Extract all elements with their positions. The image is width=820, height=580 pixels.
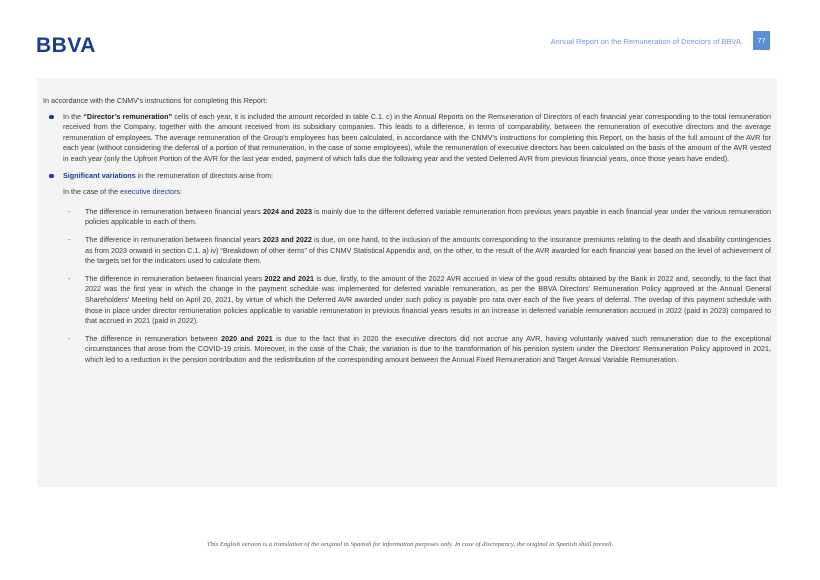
executive-directors-intro: [43, 187, 771, 198]
item-pre: The difference in remuneration between financial years: [85, 273, 265, 283]
bbva-logo: BBVA: [36, 34, 96, 57]
dash-item-2023-2022: [43, 235, 771, 267]
dash-item-2022-2021: [43, 274, 771, 327]
item-pre: The difference in remuneration between financial years: [85, 206, 263, 216]
bullet-significant-variations: [43, 171, 771, 182]
item-pre: The difference in remuneration between financial years: [85, 234, 263, 244]
item-text: is due to the fact that in 2020 the executive directors did not accrue any AVR, having voluntarily waived such remuneration due to the exceptional circumstances that arose from the COVID-19 crisis. Moreover, in the case of the Chair, the variation is due to the transformation of his pension system under the Directors' Remuneration Policy approved in 2021, which led to a reduction in the pension contribution and the redistribution of the corresponding amount between the Annual Fixed Remuneration and Target Annual Variable Remuneration.: [85, 333, 771, 364]
intro-text: In accordance with the CNMV's instructions for completing this Report:: [43, 96, 268, 105]
bullet2-text: in the remuneration of directors arise from:: [135, 170, 274, 180]
content-panel: [37, 78, 777, 487]
report-title: Annual Report on the Remuneration of Directors of BBVA: [550, 37, 741, 46]
dash-marker: -: [68, 234, 71, 244]
bullet1-pre: In the: [63, 111, 84, 121]
dash-item-2020-2021: [43, 334, 771, 366]
item-text: is due, on one hand, to the inclusion of the amounts corresponding to the insurance premiums relating to the death and disability contingencies as from 2023 onward in section C.1. a) iv) “Breakdown of other items” of this CNMV Statistical Appendix and, on the other, to the result of the AVR awarded for each financial year based on the level of achievement of the targets set for the indicators used to calculate them.: [85, 234, 771, 266]
item-pre: The difference in remuneration between: [85, 333, 222, 343]
item-bold: 2023 and 2022: [262, 234, 312, 244]
subintro-pre: In the case of the: [63, 187, 121, 197]
bullet-director-remuneration: [43, 112, 771, 165]
dash-item-2024-2023: [43, 207, 771, 228]
dash-marker: -: [68, 206, 71, 216]
item-text: is mainly due to the different deferred variable remuneration from previous years payable in each financial year under the various remuneration policies applicable to each of them.: [85, 206, 771, 227]
bullet1-bold: “Director’s remuneration”: [83, 111, 173, 121]
bullet-dot-icon: [49, 174, 54, 179]
dash-marker: -: [68, 333, 71, 343]
bullet1-text: cells of each year, it is included the amount recorded in table C.1. c) in the Annual Reports on the Remuneration of Directors of each financial year corresponding to the total remuneration received from the Company, together with the amount received from its subsidiary companies. This leads to a difference, in terms of comparability, between the remuneration of executive directors and the average remuneration of employees. The average remuneration of the Group's employees has been calculated, in accordance with the CNMV's instructions for completing this Report, on the basis of the full amount of the AVR for each year (without considering the deferral of a portion of that remuneration, in the case of some employees), while the remuneration of executive directors has been calculated on the basis of the amount of the AVR vested in each year (only the Upfront Portion of the AVR for the last year ended, payment of which falls due the following year and the vested Deferred AVR from previous financial years, once those years have ended).: [63, 111, 772, 163]
subintro-post: :: [180, 187, 183, 197]
item-bold: 2022 and 2021: [264, 273, 314, 283]
item-bold: 2020 and 2021: [221, 333, 273, 343]
page-number-badge: 77: [753, 31, 770, 50]
item-bold: 2024 and 2023: [262, 206, 313, 216]
dash-marker: -: [68, 273, 71, 283]
subintro-highlight: executive directors: [120, 187, 181, 197]
footer-disclaimer: This English version is a translation of the original in Spanish for information purposes only. In case of discrepancy, the original in Spanish shall prevail.: [206, 541, 614, 548]
bullet-dot-icon: [49, 115, 54, 120]
bullet2-bold: Significant variations: [63, 170, 136, 180]
item-text: is due, firstly, to the amount of the 2022 AVR accrued in view of the good results obtained by the Bank in 2022 and, secondly, to the fact that 2022 was the first year in which the change in the payment schedule was implemented for deferred variable remuneration, as per the BBVA Directors' Remuneration Policy approved at the Annual General Shareholders' Meeting held on April 20, 2021, by virtue of which the Deferred AVR awarded under such policy is payable pro rata over each of the five years of deferral. The overlap of this payment schedule with those in place under director remuneration policies applicable to variable remuneration in previous financial years results in an increase in deferred variable remuneration accrued in 2022 (paid in 2023) compared to that accrued in 2021 (paid in 2022).: [85, 273, 771, 326]
